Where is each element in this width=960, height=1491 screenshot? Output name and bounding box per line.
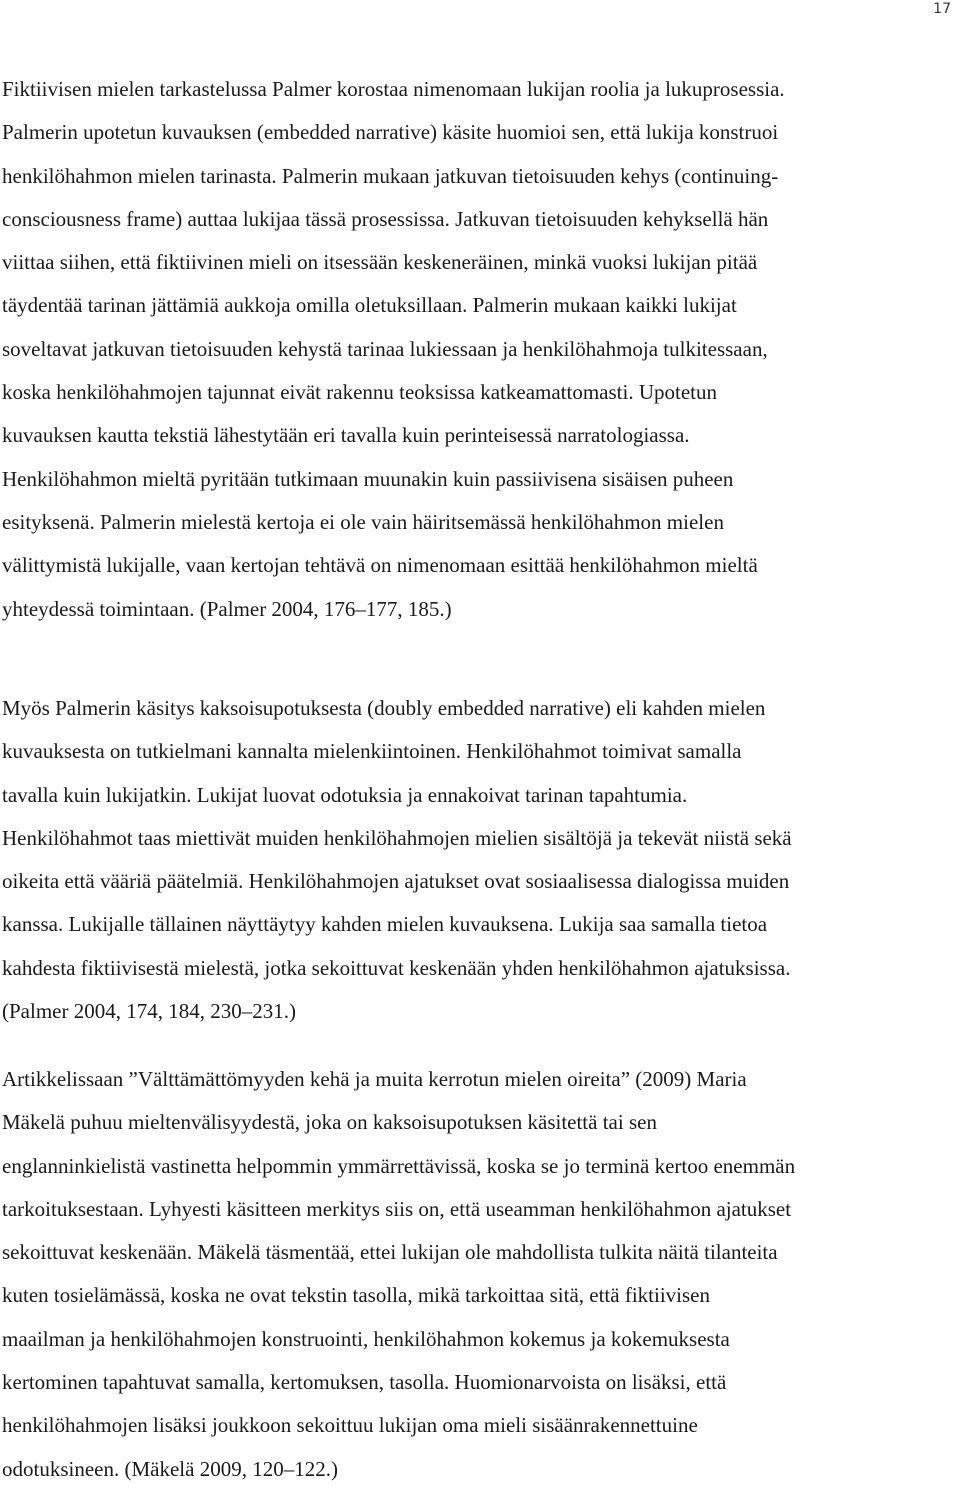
- text-line: kanssa. Lukijalle tällainen näyttäytyy kahden mielen kuvauksena. Lukija saa samalla tietoa: [2, 912, 768, 937]
- text-line: englanninkielistä vastinetta helpommin ymmärrettävissä, koska se jo terminä kertoo enemmän: [2, 1153, 796, 1178]
- text-line: Henkilöhahmon mieltä pyritään tutkimaan muunakin kuin passiivisena sisäisen puheen: [2, 466, 734, 491]
- text-line: odotuksineen. (Mäkelä 2009, 120–122.): [2, 1456, 338, 1481]
- text-line: kuvauksen kautta tekstiä lähestytään eri tavalla kuin perinteisessä narratologiassa.: [2, 423, 690, 448]
- paragraph-makela-intermentality: [2, 1058, 960, 1491]
- page-number: 17: [933, 1, 951, 17]
- text-line: kertominen tapahtuvat samalla, kertomuksen, tasolla. Huomionarvoista on lisäksi, että: [2, 1370, 727, 1395]
- text-line: soveltavat jatkuvan tietoisuuden kehystä tarinaa lukiessaan ja henkilöhahmoja tulkitessaan,: [2, 336, 768, 361]
- text-line: yhteydessä toimintaan. (Palmer 2004, 176–177, 185.): [2, 596, 452, 621]
- text-line: Mäkelä puhuu mieltenvälisyydestä, joka on kaksoisupotuksen käsitettä tai sen: [2, 1110, 657, 1135]
- text-line: Henkilöhahmot taas miettivät muiden henkilöhahmojen mielien sisältöjä ja tekevät niistä sekä: [2, 825, 792, 850]
- text-line: Palmerin upotetun kuvauksen (embedded narrative) käsite huomioi sen, että lukija konstruoi: [2, 120, 779, 145]
- text-line: Fiktiivisen mielen tarkastelussa Palmer korostaa nimenomaan lukijan roolia ja lukuprosessia.: [2, 77, 785, 101]
- text-line: oikeita että vääriä päätelmiä. Henkilöhahmojen ajatukset ovat sosiaalisessa dialogissa muiden: [2, 869, 790, 894]
- text-line: (Palmer 2004, 174, 184, 230–231.): [2, 999, 296, 1024]
- text-line: viittaa siihen, että fiktiivinen mieli on itsessään keskeneräinen, minkä vuoksi lukijan pitää: [2, 250, 758, 275]
- text-line: tarkoituksestaan. Lyhyesti käsitteen merkitys siis on, että useamman henkilöhahmon ajatukset: [2, 1196, 792, 1221]
- text-line: Myös Palmerin käsitys kaksoisupotuksesta (doubly embedded narrative) eli kahden mielen: [2, 696, 766, 720]
- text-line: Artikkelissaan ”Välttämättömyyden kehä ja muita kerrotun mielen oireita” (2009) Maria: [2, 1067, 747, 1091]
- paragraph-palmer-reader-role: [2, 68, 960, 631]
- text-line: esityksenä. Palmerin mielestä kertoja ei ole vain häiritsemässä henkilöhahmon mielen: [2, 509, 724, 534]
- paragraph-doubly-embedded-narrative: [2, 687, 960, 1033]
- text-line: täydentää tarinan jättämiä aukkoja omilla oletuksillaan. Palmerin mukaan kaikki lukijat: [2, 293, 737, 318]
- text-line: tavalla kuin lukijatkin. Lukijat luovat odotuksia ja ennakoivat tarinan tapahtumia.: [2, 782, 688, 807]
- text-line: välittymistä lukijalle, vaan kertojan tehtävä on nimenomaan esittää henkilöhahmon mieltä: [2, 553, 758, 578]
- text-line: henkilöhahmon mielen tarinasta. Palmerin mukaan jatkuvan tietoisuuden kehys (continuing-: [2, 163, 779, 188]
- text-line: kahdesta fiktiivisestä mielestä, jotka sekoittuvat keskenään yhden henkilöhahmon ajatuksissa.: [2, 955, 791, 980]
- text-line: sekoittuvat keskenään. Mäkelä täsmentää, ettei lukijan ole mahdollista tulkita näitä tilanteita: [2, 1240, 778, 1265]
- text-line: henkilöhahmojen lisäksi joukkoon sekoittuu lukijan oma mieli sisäänrakennettuine: [2, 1413, 698, 1438]
- text-line: maailman ja henkilöhahmojen konstruointi, henkilöhahmon kokemus ja kokemuksesta: [2, 1326, 730, 1351]
- text-line: kuten tosielämässä, koska ne ovat tekstin tasolla, mikä tarkoittaa sitä, että fiktiivisen: [2, 1283, 710, 1308]
- text-line: kuvauksesta on tutkielmani kannalta mielenkiintoinen. Henkilöhahmot toimivat samalla: [2, 739, 742, 764]
- text-line: koska henkilöhahmojen tajunnat eivät rakennu teoksissa katkeamattomasti. Upotetun: [2, 380, 717, 405]
- text-line: consciousness frame) auttaa lukijaa tässä prosessissa. Jatkuvan tietoisuuden kehyksellä hän: [2, 206, 769, 231]
